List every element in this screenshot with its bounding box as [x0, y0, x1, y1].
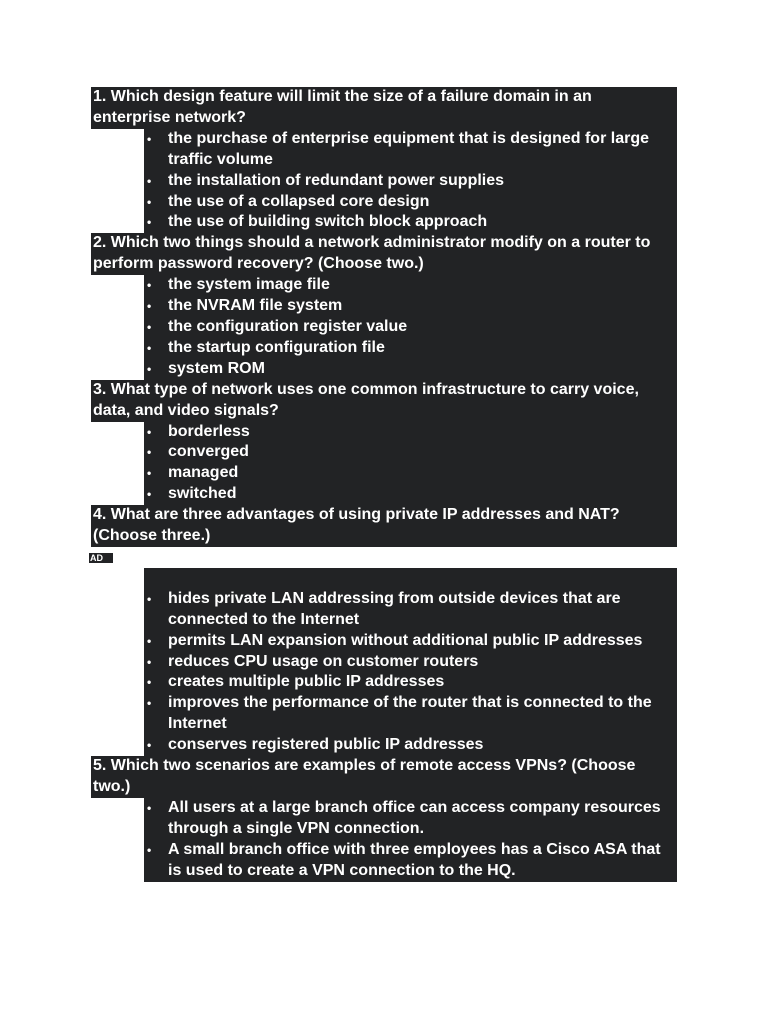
bullet-icon: •	[147, 738, 152, 753]
question-1-title: 1. Which design feature will limit the size of a failure domain in an enterprise network?	[91, 87, 677, 129]
bullet-icon: •	[147, 299, 152, 314]
option-item: • conserves registered public IP addresses	[168, 735, 671, 756]
question-4-title: 4. What are three advantages of using private IP addresses and NAT? (Choose three.)	[91, 505, 677, 547]
option-item: • converged	[168, 442, 671, 463]
question-5-title: 5. Which two scenarios are examples of remote access VPNs? (Choose two.)	[91, 756, 677, 798]
option-item: • the configuration register value	[168, 317, 671, 338]
question-2-options	[144, 275, 677, 380]
bullet-icon: •	[147, 215, 152, 230]
option-item: • the use of building switch block approach	[168, 212, 671, 233]
question-5-options	[144, 798, 677, 882]
bullet-icon: •	[147, 842, 152, 857]
bullet-icon: •	[147, 696, 152, 711]
bullet-icon: •	[147, 361, 152, 376]
bullet-icon: •	[147, 445, 152, 460]
bullet-icon: •	[147, 173, 152, 188]
option-item: • reduces CPU usage on customer routers	[168, 652, 671, 673]
question-3-title: 3. What type of network uses one common infrastructure to carry voice, data, and video signals?	[91, 380, 677, 422]
bullet-icon: •	[147, 675, 152, 690]
option-item: • the system image file	[168, 275, 671, 296]
bullet-icon: •	[147, 340, 152, 355]
question-4-options	[144, 589, 677, 756]
option-item: • the use of a collapsed core design	[168, 192, 671, 213]
option-item: • system ROM	[168, 359, 671, 380]
option-item: • the installation of redundant power supplies	[168, 171, 671, 192]
ad-spacer	[144, 568, 677, 589]
ad-marker	[91, 547, 677, 568]
quiz-content	[91, 87, 677, 882]
option-item: • borderless	[168, 422, 671, 443]
bullet-icon: •	[147, 466, 152, 481]
bullet-icon: •	[147, 654, 152, 669]
bullet-icon: •	[147, 487, 152, 502]
option-item: • hides private LAN addressing from outside devices that are connected to the Internet	[147, 589, 621, 628]
question-1-options	[144, 129, 677, 234]
option-item: • the NVRAM file system	[168, 296, 671, 317]
option-item: • improves the performance of the router that is connected to the Internet	[147, 694, 652, 733]
question-3-options	[144, 422, 677, 506]
bullet-icon: •	[147, 800, 152, 815]
option-item: • the purchase of enterprise equipment that is designed for large traffic volume	[147, 129, 649, 168]
bullet-icon: •	[147, 424, 152, 439]
option-item: • creates multiple public IP addresses	[168, 672, 671, 693]
option-item: • switched	[168, 484, 671, 505]
ad-label: AD	[89, 553, 113, 563]
question-2-title: 2. Which two things should a network administrator modify on a router to perform password recovery? (Choose two.)	[91, 233, 677, 275]
option-item: • A small branch office with three employees has a Cisco ASA that is used to create a VPN connection to the HQ.	[147, 840, 661, 879]
option-item: • managed	[168, 463, 671, 484]
option-item: • All users at a large branch office can access company resources through a single VPN connection.	[147, 798, 661, 837]
bullet-icon: •	[147, 278, 152, 293]
bullet-icon: •	[147, 591, 152, 606]
bullet-icon: •	[147, 319, 152, 334]
bullet-icon: •	[147, 131, 152, 146]
bullet-icon: •	[147, 633, 152, 648]
bullet-icon: •	[147, 194, 152, 209]
option-item: • permits LAN expansion without additional public IP addresses	[168, 631, 671, 652]
option-item: • the startup configuration file	[168, 338, 671, 359]
